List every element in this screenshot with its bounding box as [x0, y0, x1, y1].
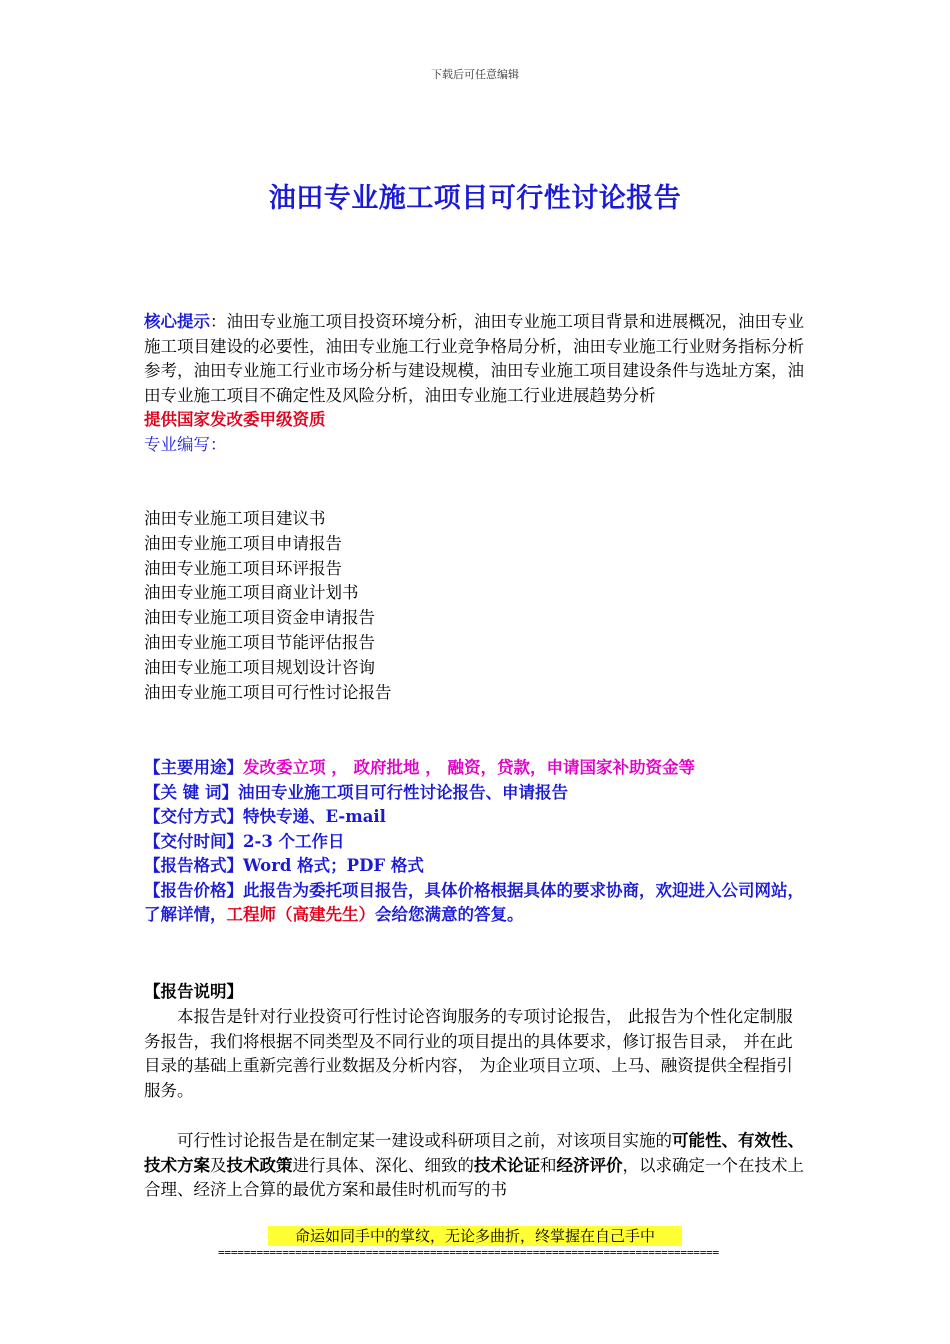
- meta-delivery-label: 【交付方式】: [144, 807, 243, 826]
- core-hint-colon: ：: [210, 312, 227, 331]
- meta-price-engineer: 工程师（高建先生）: [226, 905, 375, 924]
- meta-keywords-value: 油田专业施工项目可行性讨论报告、申请报告: [238, 782, 568, 802]
- para2-bold-term: 有效性: [738, 1131, 788, 1150]
- document-title: 油田专业施工项目可行性讨论报告: [268, 183, 682, 214]
- meta-time-row: [144, 830, 808, 855]
- meta-format-value: Word 格式；PDF 格式: [243, 856, 424, 875]
- meta-format-row: [144, 854, 808, 879]
- service-item: 油田专业施工项目可行性讨论报告: [144, 682, 392, 702]
- service-item: 油田专业施工项目环评报告: [144, 558, 342, 578]
- meta-delivery-value: 特快专递、E-mail: [243, 807, 386, 826]
- meta-price-row: [144, 879, 808, 928]
- meta-delivery-row: [144, 805, 808, 830]
- service-item: 油田专业施工项目资金申请报告: [144, 608, 375, 628]
- footer-motto: 命运如同手中的掌纹，无论多曲折，终掌握在自己手中: [268, 1226, 682, 1246]
- core-hint-label: 核心提示: [144, 312, 210, 331]
- meta-use-value: 发改委立项 ， 政府批地 ， 融资，贷款，申请国家补助资金等: [243, 758, 695, 777]
- meta-keywords-row: [144, 781, 808, 806]
- service-item: 油田专业施工项目商业计划书: [144, 583, 359, 603]
- meta-use-label: 【主要用途】: [144, 758, 243, 777]
- meta-price-label: 【报告价格】: [144, 880, 243, 900]
- meta-time-value: 2-3 个工作日: [243, 831, 345, 851]
- para2-bold-term: 可能性: [672, 1131, 722, 1150]
- report-meta: [144, 756, 808, 928]
- para2-separator: 和: [540, 1155, 557, 1175]
- para2-text: 可行性讨论报告是在制定某一建设或科研项目之前，对该项目实施的: [177, 1131, 672, 1150]
- editor-label: 专业编写：: [144, 434, 227, 454]
- core-hint-paragraph: [144, 310, 808, 408]
- para2-bold-term: 技术方案: [144, 1155, 210, 1175]
- service-item: 油田专业施工项目节能评估报告: [144, 632, 375, 652]
- description-paragraph-2: [144, 1129, 808, 1203]
- service-item: 油田专业施工项目申请报告: [144, 533, 342, 553]
- para2-text: 进行具体、深化、细致的: [292, 1155, 474, 1175]
- meta-time-label: 【交付时间】: [144, 831, 243, 851]
- para2-bold-term: 技术政策: [226, 1155, 293, 1175]
- para2-separator: 、: [787, 1131, 804, 1150]
- para2-bold-term: 技术论证: [474, 1155, 540, 1175]
- meta-use-row: [144, 756, 808, 781]
- service-list: [144, 507, 808, 705]
- description-title: 【报告说明】: [144, 982, 243, 1001]
- para2-separator: 、: [721, 1131, 738, 1150]
- meta-price-tail: 会给您满意的答复。: [375, 905, 524, 924]
- para2-separator: 及: [210, 1155, 227, 1175]
- qualification-line: 提供国家发改委甲级资质: [144, 410, 326, 429]
- footer-rule: ==============================================================================: [218, 1246, 719, 1259]
- para2-text: ，以求确定一个在技术上合理、经济上合算的最优方案和最佳时机而写的书: [144, 1155, 804, 1199]
- service-item: 油田专业施工项目建议书: [144, 509, 326, 528]
- core-hint-text: 油田专业施工项目投资环境分析，油田专业施工项目背景和进展概况，油田专业施工项目建设的必要性，油田专业施工行业竞争格局分析，油田专业施工行业财务指标分析参考，油田专业施工行业市场分析与建设规模，油田专业施工项目建设条件与选址方案，油田专业施工项目不确定性及风险分析，油田专业施工行业进展趋势分析: [144, 312, 804, 405]
- meta-keywords-label: 【关 键 词】: [144, 782, 238, 802]
- service-item: 油田专业施工项目规划设计咨询: [144, 657, 375, 677]
- core-hint-block: [144, 310, 808, 457]
- meta-format-label: 【报告格式】: [144, 856, 243, 875]
- para2-bold-term: 经济评价: [556, 1155, 623, 1175]
- header-note: 下载后可任意编辑: [431, 68, 519, 81]
- description-paragraph-1: 本报告是针对行业投资可行性讨论咨询服务的专项讨论报告， 此报告为个性化定制服务报告，我们将根据不同类型及不同行业的项目提出的具体要求，修订报告目录， 并在此目录的基础上重新完善行业数据及分析内容， 为企业项目立项、上马、融资提供全程指引服务。: [144, 1007, 793, 1100]
- meta-price-value: 此报告为委托项目报告，具体价格根据具体的要求协商，欢迎进入公司网站，了解详情，: [144, 880, 804, 924]
